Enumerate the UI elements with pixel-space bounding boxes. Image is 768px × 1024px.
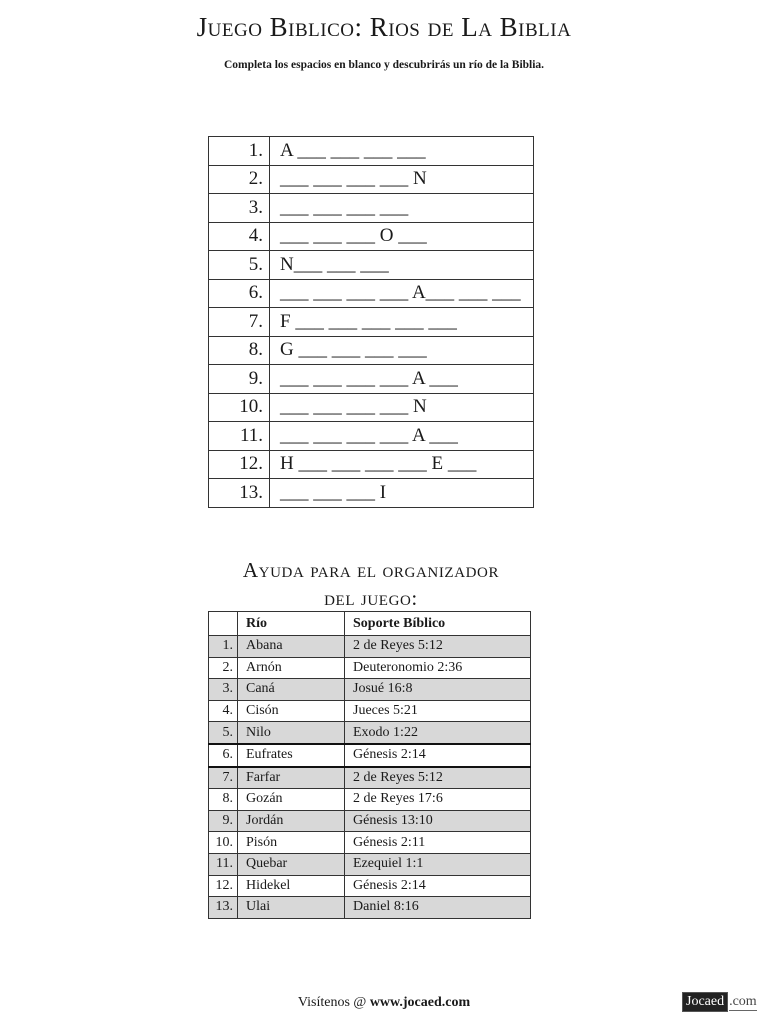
logo-suffix: .com bbox=[729, 993, 757, 1009]
jocaed-logo[interactable] bbox=[682, 992, 757, 1012]
key-reference: Deuteronomio 2:36 bbox=[345, 657, 531, 679]
key-number: 11. bbox=[209, 853, 238, 875]
answer-key-row bbox=[209, 722, 531, 744]
footer bbox=[0, 995, 768, 1011]
key-number: 13. bbox=[209, 897, 238, 919]
answer-key-row bbox=[209, 636, 531, 658]
puzzle-number: 8. bbox=[209, 336, 270, 365]
puzzle-number: 6. bbox=[209, 279, 270, 308]
puzzle-pattern: ___ ___ ___ I bbox=[270, 479, 534, 508]
puzzle-number: 10. bbox=[209, 393, 270, 422]
key-number: 8. bbox=[209, 789, 238, 811]
puzzle-number: 11. bbox=[209, 422, 270, 451]
puzzle-row bbox=[209, 450, 534, 479]
puzzle-number: 3. bbox=[209, 194, 270, 223]
puzzle-number: 1. bbox=[209, 137, 270, 166]
puzzle-row bbox=[209, 279, 534, 308]
puzzle-pattern: ___ ___ ___ ___ A___ ___ ___ bbox=[270, 279, 534, 308]
puzzle-row bbox=[209, 222, 534, 251]
help-title-line1: Ayuda para el organizador bbox=[242, 558, 500, 582]
puzzle-number: 9. bbox=[209, 365, 270, 394]
key-reference: 2 de Reyes 5:12 bbox=[345, 636, 531, 658]
key-river: Nilo bbox=[238, 722, 345, 744]
key-river: Hidekel bbox=[238, 875, 345, 897]
answer-key-row bbox=[209, 832, 531, 854]
answer-key-row bbox=[209, 657, 531, 679]
key-river: Ulai bbox=[238, 897, 345, 919]
puzzle-pattern: F ___ ___ ___ ___ ___ bbox=[270, 308, 534, 337]
puzzle-number: 5. bbox=[209, 251, 270, 280]
puzzle-row bbox=[209, 137, 534, 166]
key-number: 5. bbox=[209, 722, 238, 744]
puzzle-row bbox=[209, 365, 534, 394]
answer-key-row bbox=[209, 810, 531, 832]
key-reference: Jueces 5:21 bbox=[345, 700, 531, 722]
puzzle-number: 7. bbox=[209, 308, 270, 337]
answer-key-table bbox=[208, 611, 531, 919]
key-number: 1. bbox=[209, 636, 238, 658]
puzzle-row bbox=[209, 165, 534, 194]
key-number: 3. bbox=[209, 679, 238, 701]
answer-key-row bbox=[209, 679, 531, 701]
header-river: Río bbox=[238, 612, 345, 636]
puzzle-pattern: G ___ ___ ___ ___ bbox=[270, 336, 534, 365]
header-reference: Soporte Bíblico bbox=[345, 612, 531, 636]
answer-key-row bbox=[209, 744, 531, 767]
key-river: Gozán bbox=[238, 789, 345, 811]
key-number: 6. bbox=[209, 744, 238, 767]
key-river: Farfar bbox=[238, 767, 345, 789]
key-river: Abana bbox=[238, 636, 345, 658]
help-title bbox=[208, 556, 534, 612]
key-reference: Génesis 2:11 bbox=[345, 832, 531, 854]
key-number: 2. bbox=[209, 657, 238, 679]
puzzle-pattern: N___ ___ ___ bbox=[270, 251, 534, 280]
puzzle-pattern: ___ ___ ___ O ___ bbox=[270, 222, 534, 251]
key-reference: 2 de Reyes 17:6 bbox=[345, 789, 531, 811]
key-reference: 2 de Reyes 5:12 bbox=[345, 767, 531, 789]
key-number: 7. bbox=[209, 767, 238, 789]
puzzle-pattern: ___ ___ ___ ___ A ___ bbox=[270, 422, 534, 451]
puzzle-number: 12. bbox=[209, 450, 270, 479]
key-number: 4. bbox=[209, 700, 238, 722]
key-reference: Génesis 2:14 bbox=[345, 875, 531, 897]
help-title-line2: del juego: bbox=[324, 586, 418, 610]
key-reference: Daniel 8:16 bbox=[345, 897, 531, 919]
puzzle-table bbox=[208, 136, 534, 508]
key-river: Eufrates bbox=[238, 744, 345, 767]
key-river: Cisón bbox=[238, 700, 345, 722]
puzzle-row bbox=[209, 336, 534, 365]
puzzle-pattern: H ___ ___ ___ ___ E ___ bbox=[270, 450, 534, 479]
puzzle-pattern: ___ ___ ___ ___ N bbox=[270, 393, 534, 422]
key-number: 12. bbox=[209, 875, 238, 897]
footer-prefix: Visítenos @ bbox=[297, 995, 370, 1010]
answer-key-row bbox=[209, 700, 531, 722]
answer-key-row bbox=[209, 853, 531, 875]
puzzle-number: 2. bbox=[209, 165, 270, 194]
puzzle-pattern: ___ ___ ___ ___ N bbox=[270, 165, 534, 194]
puzzle-row bbox=[209, 422, 534, 451]
puzzle-pattern: ___ ___ ___ ___ bbox=[270, 194, 534, 223]
key-number: 10. bbox=[209, 832, 238, 854]
puzzle-number: 13. bbox=[209, 479, 270, 508]
puzzle-row bbox=[209, 308, 534, 337]
puzzle-pattern: ___ ___ ___ ___ A ___ bbox=[270, 365, 534, 394]
answer-key-row bbox=[209, 789, 531, 811]
footer-link[interactable]: www.jocaed.com bbox=[369, 995, 471, 1010]
key-river: Quebar bbox=[238, 853, 345, 875]
key-river: Arnón bbox=[238, 657, 345, 679]
key-river: Caná bbox=[238, 679, 345, 701]
page-title: Juego Biblico: Rios de La Biblia bbox=[196, 12, 572, 42]
key-river: Pisón bbox=[238, 832, 345, 854]
key-reference: Josué 16:8 bbox=[345, 679, 531, 701]
key-number: 9. bbox=[209, 810, 238, 832]
logo-box: Jocaed bbox=[682, 992, 728, 1012]
key-river: Jordán bbox=[238, 810, 345, 832]
puzzle-row bbox=[209, 479, 534, 508]
puzzle-row bbox=[209, 393, 534, 422]
answer-key-row bbox=[209, 897, 531, 919]
key-reference: Génesis 13:10 bbox=[345, 810, 531, 832]
answer-key-row bbox=[209, 767, 531, 789]
puzzle-number: 4. bbox=[209, 222, 270, 251]
answer-key-row bbox=[209, 875, 531, 897]
header-num bbox=[209, 612, 238, 636]
key-reference: Ezequiel 1:1 bbox=[345, 853, 531, 875]
key-reference: Exodo 1:22 bbox=[345, 722, 531, 744]
answer-key-header bbox=[209, 612, 531, 636]
page-subtitle: Completa los espacios en blanco y descubrirás un río de la Biblia. bbox=[223, 59, 545, 71]
puzzle-pattern: A ___ ___ ___ ___ bbox=[270, 137, 534, 166]
key-reference: Génesis 2:14 bbox=[345, 744, 531, 767]
puzzle-row bbox=[209, 194, 534, 223]
puzzle-row bbox=[209, 251, 534, 280]
